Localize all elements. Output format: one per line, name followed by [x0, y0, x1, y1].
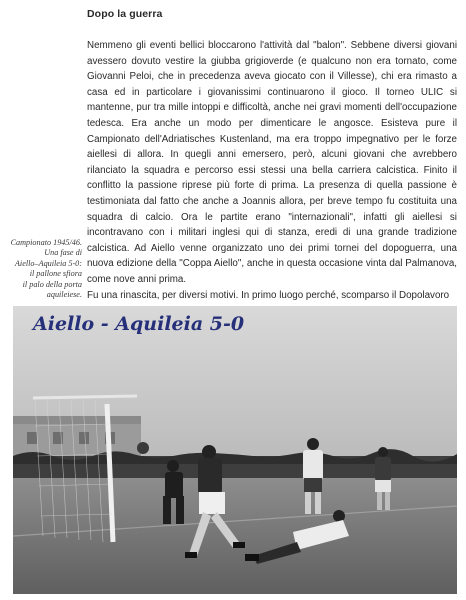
- caption-line: Campionato 1945/46.: [10, 238, 82, 247]
- photo-caption: [4, 238, 82, 300]
- caption-line: aquileiese.: [46, 290, 82, 300]
- section-title: Dopo la guerra: [87, 8, 163, 20]
- article-body: [87, 38, 457, 303]
- paragraph: Nemmeno gli eventi bellici bloccarono l'attività dal "balon". Sebbene diversi giovani avessero dovuto vestire la giubba grigioverde (e qualcuno non era tornato, come Giovanni Peloi, che in precedenza aveva giocato con il Villesse), chi era rimasto a casa ed in particolare i giovanissimi continuarono il gioco. Il torneo ULIC si mantenne, pur tra mille intoppi e difficoltà, anche nei gravi momenti dell'occupazione tedesca. Era anche un modo per dimenticare le angosce. Esisteva pure il Campionato dell'Adriatisches Kustenland, ma era troppo impegnativo per le forze aiellesi di allora. In quegli anni emersero, però, alcuni giovani che avrebbero rilanciato la squadra e percorso essi stessi una bella carriera calcistica. Finito il conflitto la passione riprese più forte di prima. La presenza di quella passione è testimoniata dal fatto che anche a Joannis allora, per breve tempo fu costituita una squadra di calcio. Ora le partite erano "internazionali", infatti gli aiellesi si incontravano con i militari inglesi qui di stanza, eredi di una grande tradizione calcistica. Ad Aiello venne organizzato uno dei primi tornei del dopoguerra, una nuova edizione della "Coppa Aiello", anche in questa occasione vinta dal Palmanova, come nove anni prima.: [87, 40, 457, 285]
- paragraph: Fu una rinascita, per diversi motivi. In primo luogo perché, scomparso il Dopolavoro: [87, 289, 450, 301]
- caption-line: Una fase di: [44, 248, 82, 258]
- match-photo: [13, 306, 457, 594]
- caption-line: Aiello–Aquileia 5-0:: [14, 258, 82, 268]
- caption-line: il pallone sfiora: [29, 269, 82, 279]
- caption-line: il palo della porta: [22, 279, 82, 289]
- handwritten-label: Aiello - Aquileia 5-0: [33, 313, 245, 335]
